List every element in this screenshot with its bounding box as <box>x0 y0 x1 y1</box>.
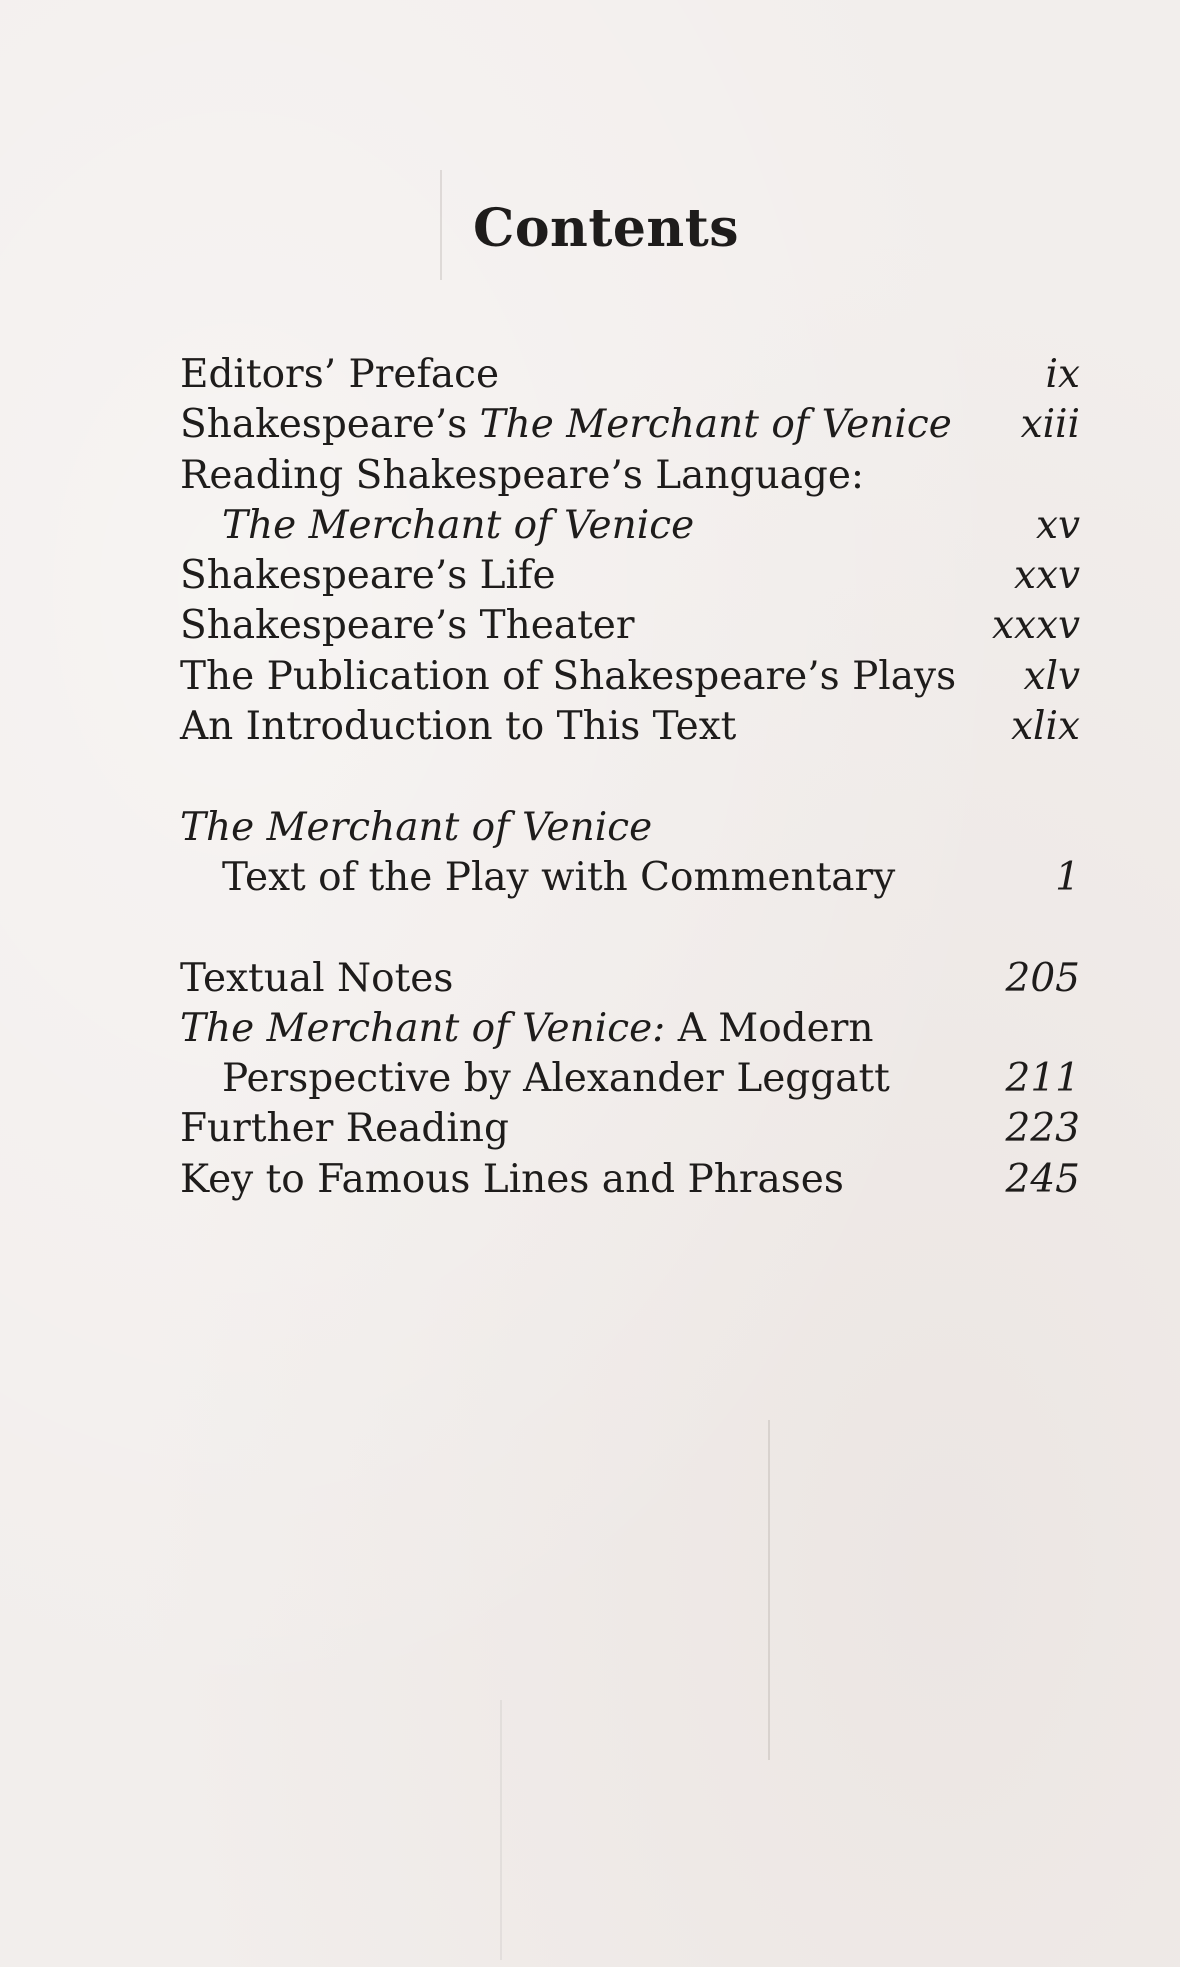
toc-entry-label: Textual Notes <box>180 955 454 1001</box>
toc-entry-label: The Publication of Shakespeare’s Plays <box>180 653 957 699</box>
toc-entry-label: The Merchant of Venice <box>222 502 695 548</box>
toc-page-number: ix <box>1045 352 1080 397</box>
toc-entry-label: Further Reading <box>180 1106 509 1152</box>
toc-entry-label: The Merchant of Venice <box>180 804 653 850</box>
toc-entry-introduction <box>180 702 1080 752</box>
toc-page-number: 211 <box>1005 1056 1080 1102</box>
toc-page-number: xv <box>1035 502 1080 548</box>
toc-page-number: 223 <box>1005 1106 1080 1152</box>
toc-entry-editors-preface <box>180 350 1080 400</box>
table-of-contents <box>180 350 1080 1205</box>
toc-entry-label: Shakespeare’s Life <box>180 553 556 599</box>
toc-entry-label: Shakespeare’s The Merchant of Venice <box>180 402 952 448</box>
paper-crease-mark <box>768 1420 770 1760</box>
toc-entry-label: The Merchant of Venice: A Modern <box>180 1005 874 1051</box>
toc-page-number: 245 <box>1005 1156 1080 1202</box>
toc-page-number: xlix <box>1011 704 1080 750</box>
toc-entry-label: Perspective by Alexander Leggatt <box>222 1056 890 1102</box>
toc-entry-shakespeares-life <box>180 551 1080 601</box>
toc-entry-label: Editors’ Preface <box>180 352 500 397</box>
toc-entry-label: Reading Shakespeare’s Language: <box>180 452 865 498</box>
toc-entry-further-reading <box>180 1104 1080 1154</box>
toc-entry-publication <box>180 652 1080 702</box>
page-title: Contents <box>472 198 740 259</box>
paper-crease-mark <box>500 1700 502 1960</box>
toc-entry-textual-notes <box>180 954 1080 1004</box>
toc-page-number: xxv <box>1013 553 1080 599</box>
toc-entry-label: Shakespeare’s Theater <box>180 603 635 649</box>
toc-entry-shakespeares-merchant <box>180 400 1080 450</box>
toc-page-number: 205 <box>1005 955 1080 1001</box>
toc-entry-modern-perspective-author <box>180 1054 1080 1104</box>
toc-entry-play-text <box>180 853 1080 903</box>
toc-entry-modern-perspective <box>180 1004 1080 1054</box>
toc-entry-label: An Introduction to This Text <box>180 704 737 750</box>
toc-page-number: xxxv <box>991 603 1080 649</box>
toc-page-number: xlv <box>1023 653 1080 699</box>
toc-entry-label: Text of the Play with Commentary <box>222 854 896 900</box>
toc-page-number: xiii <box>1020 402 1080 448</box>
toc-entry-reading-language <box>180 451 1080 501</box>
toc-entry-shakespeares-theater <box>180 601 1080 651</box>
toc-entry-play-title <box>180 803 1080 853</box>
toc-entry-famous-lines <box>180 1155 1080 1205</box>
toc-entry-reading-language-subtitle <box>180 501 1080 551</box>
toc-entry-label: Key to Famous Lines and Phrases <box>180 1156 844 1202</box>
toc-page-number: 1 <box>1055 854 1080 900</box>
